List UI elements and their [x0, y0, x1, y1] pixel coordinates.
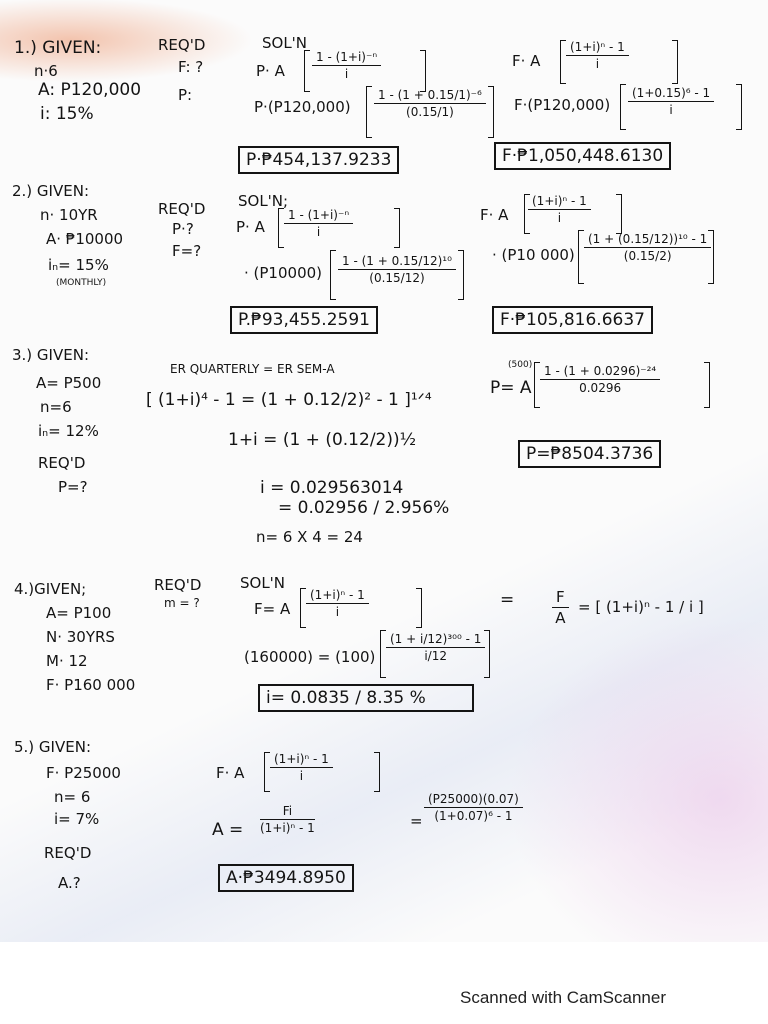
p1-answer-f: F·₱1,050,448.6130	[494, 142, 671, 170]
p1-f-sub-bracket-left	[620, 84, 626, 130]
p2-p-bracket-right	[394, 208, 400, 248]
p1-p-formula-denominator: i	[344, 67, 349, 81]
p1-f-sub-denominator: i	[669, 103, 673, 117]
p4-f-formula-denominator: i	[335, 605, 340, 619]
p2-answer-p: P.₱93,455.2591	[230, 306, 378, 334]
p1-p-formula-numerator: 1 - (1+i)⁻ⁿ	[312, 50, 381, 66]
p3-a: A= P500	[36, 374, 102, 392]
p2-n: n· 10YR	[40, 206, 98, 224]
p2-answer-f: F·₱105,816.6637	[492, 306, 653, 334]
p5-f-bracket-right	[374, 752, 380, 792]
p4-m: M· 12	[46, 652, 88, 670]
p1-f-formula-numerator: (1+i)ⁿ - 1	[566, 40, 629, 56]
p1-a: A: P120,000	[38, 80, 142, 100]
p5-f: F· P25000	[46, 764, 121, 782]
p2-p-sub-numerator: 1 - (1 + 0.15/12)¹⁰	[338, 254, 456, 270]
p4-f-over-a-rhs: = [ (1+i)ⁿ - 1 / i ]	[578, 598, 704, 616]
p2-i: iₙ= 15%	[48, 256, 109, 274]
p4-answer-i: i= 0.0835 / 8.35 %	[258, 684, 474, 712]
p2-p-sub-denominator: (0.15/12)	[369, 271, 425, 285]
p2-p-formula-numerator: 1 - (1+i)⁻ⁿ	[284, 208, 353, 224]
p1-f-sub-bracket-right	[736, 84, 742, 130]
p5-reqd-label: REQ'D	[44, 844, 92, 862]
p2-p-formula-fraction	[284, 208, 353, 239]
p5-n: n= 6	[54, 788, 91, 806]
p3-i: iₙ= 12%	[38, 422, 99, 440]
p2-req-p: P·?	[172, 220, 194, 238]
p2-f-formula-fraction	[528, 194, 591, 225]
p5-req-a: A.?	[58, 874, 81, 892]
p5-f-formula-lhs: F· A	[216, 764, 245, 782]
p3-p-formula-numerator: 1 - (1 + 0.0296)⁻²⁴	[540, 364, 660, 380]
p3-er-equation: [ (1+i)⁴ - 1 = (1 + 0.12/2)² - 1 ]¹ᐟ⁴	[146, 390, 432, 410]
p4-f-over-a-denominator: A	[555, 609, 566, 627]
p2-f-formula-numerator: (1+i)ⁿ - 1	[528, 194, 591, 210]
p2-p-sub-bracket-right	[458, 250, 464, 300]
p1-f-formula-fraction	[566, 40, 629, 71]
p2-req-f: F=?	[172, 242, 202, 260]
p3-rate-rounded: = 0.02956 / 2.956%	[278, 498, 450, 518]
p3-given-label: 3.) GIVEN:	[12, 346, 89, 364]
p4-sub-numerator: (1 + i/12)³⁰⁰ - 1	[386, 632, 485, 648]
p1-p-bracket-right	[420, 50, 426, 92]
p4-f-formula-numerator: (1+i)ⁿ - 1	[306, 588, 369, 604]
p3-p-formula-lhs: P= A	[490, 378, 532, 398]
p1-reqd-label: REQ'D	[158, 36, 206, 54]
p1-f-sub-numerator: (1+0.15)⁶ - 1	[628, 86, 714, 102]
p3-req-p: P=?	[58, 478, 88, 496]
p5-a-formula-lhs: A =	[212, 820, 244, 840]
p1-i: i: 15%	[40, 104, 94, 124]
p5-a-substitution-fraction	[424, 792, 523, 823]
p5-given-label: 5.) GIVEN:	[14, 738, 91, 756]
p4-substitution-lhs: (160000) = (100)	[244, 648, 376, 666]
p4-f-bracket-right	[416, 588, 422, 628]
p2-f-substitution-lhs: · (P10 000)	[492, 246, 575, 264]
p2-f-sub-fraction	[584, 232, 711, 263]
p2-f-bracket-right	[616, 194, 622, 234]
p1-p-substitution-lhs: P·(P120,000)	[254, 98, 351, 116]
p3-p-formula-fraction	[540, 364, 660, 395]
p1-given-label: 1.) GIVEN:	[14, 38, 102, 58]
p5-equals-sign: =	[410, 812, 423, 830]
p3-periods: n= 6 X 4 = 24	[256, 528, 363, 546]
p2-f-formula-lhs: F· A	[480, 206, 509, 224]
p4-f-over-a	[552, 588, 569, 627]
p3-p-formula-denominator: 0.0296	[579, 381, 622, 395]
p4-sub-fraction	[386, 632, 485, 663]
p1-p-sub-denominator: (0.15/1)	[406, 105, 454, 119]
p1-answer-p: P·₱454,137.9233	[238, 146, 399, 174]
p4-soln-label: SOL'N	[240, 574, 286, 592]
p4-a: A= P100	[46, 604, 112, 622]
p5-a-sub-numerator: (P25000)(0.07)	[424, 792, 523, 808]
p2-p-formula-lhs: P· A	[236, 218, 265, 236]
p4-f: F· P160 000	[46, 676, 136, 694]
p5-i: i= 7%	[54, 810, 100, 828]
p5-a-sub-denominator: (1+0.07)⁶ - 1	[434, 809, 513, 823]
p2-a: A· ₱10000	[46, 230, 124, 248]
p1-p-sub-bracket-right	[488, 86, 494, 138]
p5-f-formula-fraction	[270, 752, 333, 783]
p3-p-formula-a-value: (500)	[508, 360, 533, 370]
p4-n: N· 30YRS	[46, 628, 115, 646]
p2-p-sub-bracket-left	[330, 250, 336, 300]
p5-a-formula-fraction	[260, 804, 315, 835]
p2-p-substitution-lhs: · (P10000)	[244, 264, 323, 282]
p1-p-formula-fraction	[312, 50, 381, 81]
p4-req-var: m = ?	[164, 596, 200, 610]
p4-reqd-label: REQ'D	[154, 576, 202, 594]
p5-f-formula-denominator: i	[299, 769, 304, 783]
p1-f-formula-denominator: i	[595, 57, 600, 71]
p2-f-formula-denominator: i	[557, 211, 562, 225]
p1-req-f: F: ?	[178, 58, 204, 76]
p4-f-formula-lhs: F= A	[254, 600, 291, 618]
p1-req-p: P:	[178, 86, 193, 104]
p2-f-sub-denominator: (0.15/2)	[623, 249, 672, 263]
p3-n: n=6	[40, 398, 72, 416]
p2-f-sub-bracket-right	[708, 230, 714, 284]
p4-sub-bracket-right	[484, 630, 490, 678]
p1-p-sub-numerator: 1 - (1 + 0.15/1)⁻⁶	[374, 88, 486, 104]
p5-f-formula-numerator: (1+i)ⁿ - 1	[270, 752, 333, 768]
p2-given-label: 2.) GIVEN:	[12, 182, 89, 200]
p1-f-sub-fraction	[628, 86, 714, 117]
p2-compounding-note: (MONTHLY)	[56, 278, 107, 288]
p3-er-label: ER QUARTERLY = ER SEM-A	[170, 362, 335, 376]
p5-a-formula-denominator: (1+i)ⁿ - 1	[260, 821, 315, 835]
p1-soln-label: SOL'N	[262, 34, 308, 52]
p4-sub-denominator: i/12	[424, 649, 447, 663]
p4-f-formula-fraction	[306, 588, 369, 619]
p5-a-formula-numerator: Fi	[260, 804, 315, 820]
p3-p-bracket-right	[704, 362, 710, 408]
p2-p-formula-denominator: i	[316, 225, 321, 239]
p1-p-formula-lhs: P· A	[256, 62, 285, 80]
camscanner-footer: Scanned with CamScanner	[460, 988, 667, 1007]
p1-n: n·6	[34, 62, 58, 80]
p3-rate-value: i = 0.029563014	[260, 478, 404, 498]
p4-given-label: 4.)GIVEN;	[14, 580, 87, 598]
p1-p-sub-fraction	[374, 88, 486, 119]
p2-reqd-label: REQ'D	[158, 200, 206, 218]
p1-f-formula-lhs: F· A	[512, 52, 541, 70]
p3-rate-equation: 1+i = (1 + (0.12/2))½	[228, 430, 417, 450]
p1-f-bracket-right	[672, 40, 678, 84]
p3-answer-p: P=₱8504.3736	[518, 440, 661, 468]
p1-p-sub-bracket-left	[366, 86, 372, 138]
p2-f-sub-numerator: (1 + (0.15/12))¹⁰ - 1	[584, 232, 711, 248]
p4-equals-sign: =	[500, 590, 515, 610]
p3-reqd-label: REQ'D	[38, 454, 86, 472]
p1-p-bracket-left	[304, 50, 310, 92]
p4-f-over-a-numerator: F	[552, 588, 569, 608]
p1-f-substitution-lhs: F·(P120,000)	[514, 96, 611, 114]
p2-p-sub-fraction	[338, 254, 456, 285]
p5-answer-a: A·₱3494.8950	[218, 864, 354, 892]
p2-soln-label: SOL'N;	[238, 192, 289, 210]
